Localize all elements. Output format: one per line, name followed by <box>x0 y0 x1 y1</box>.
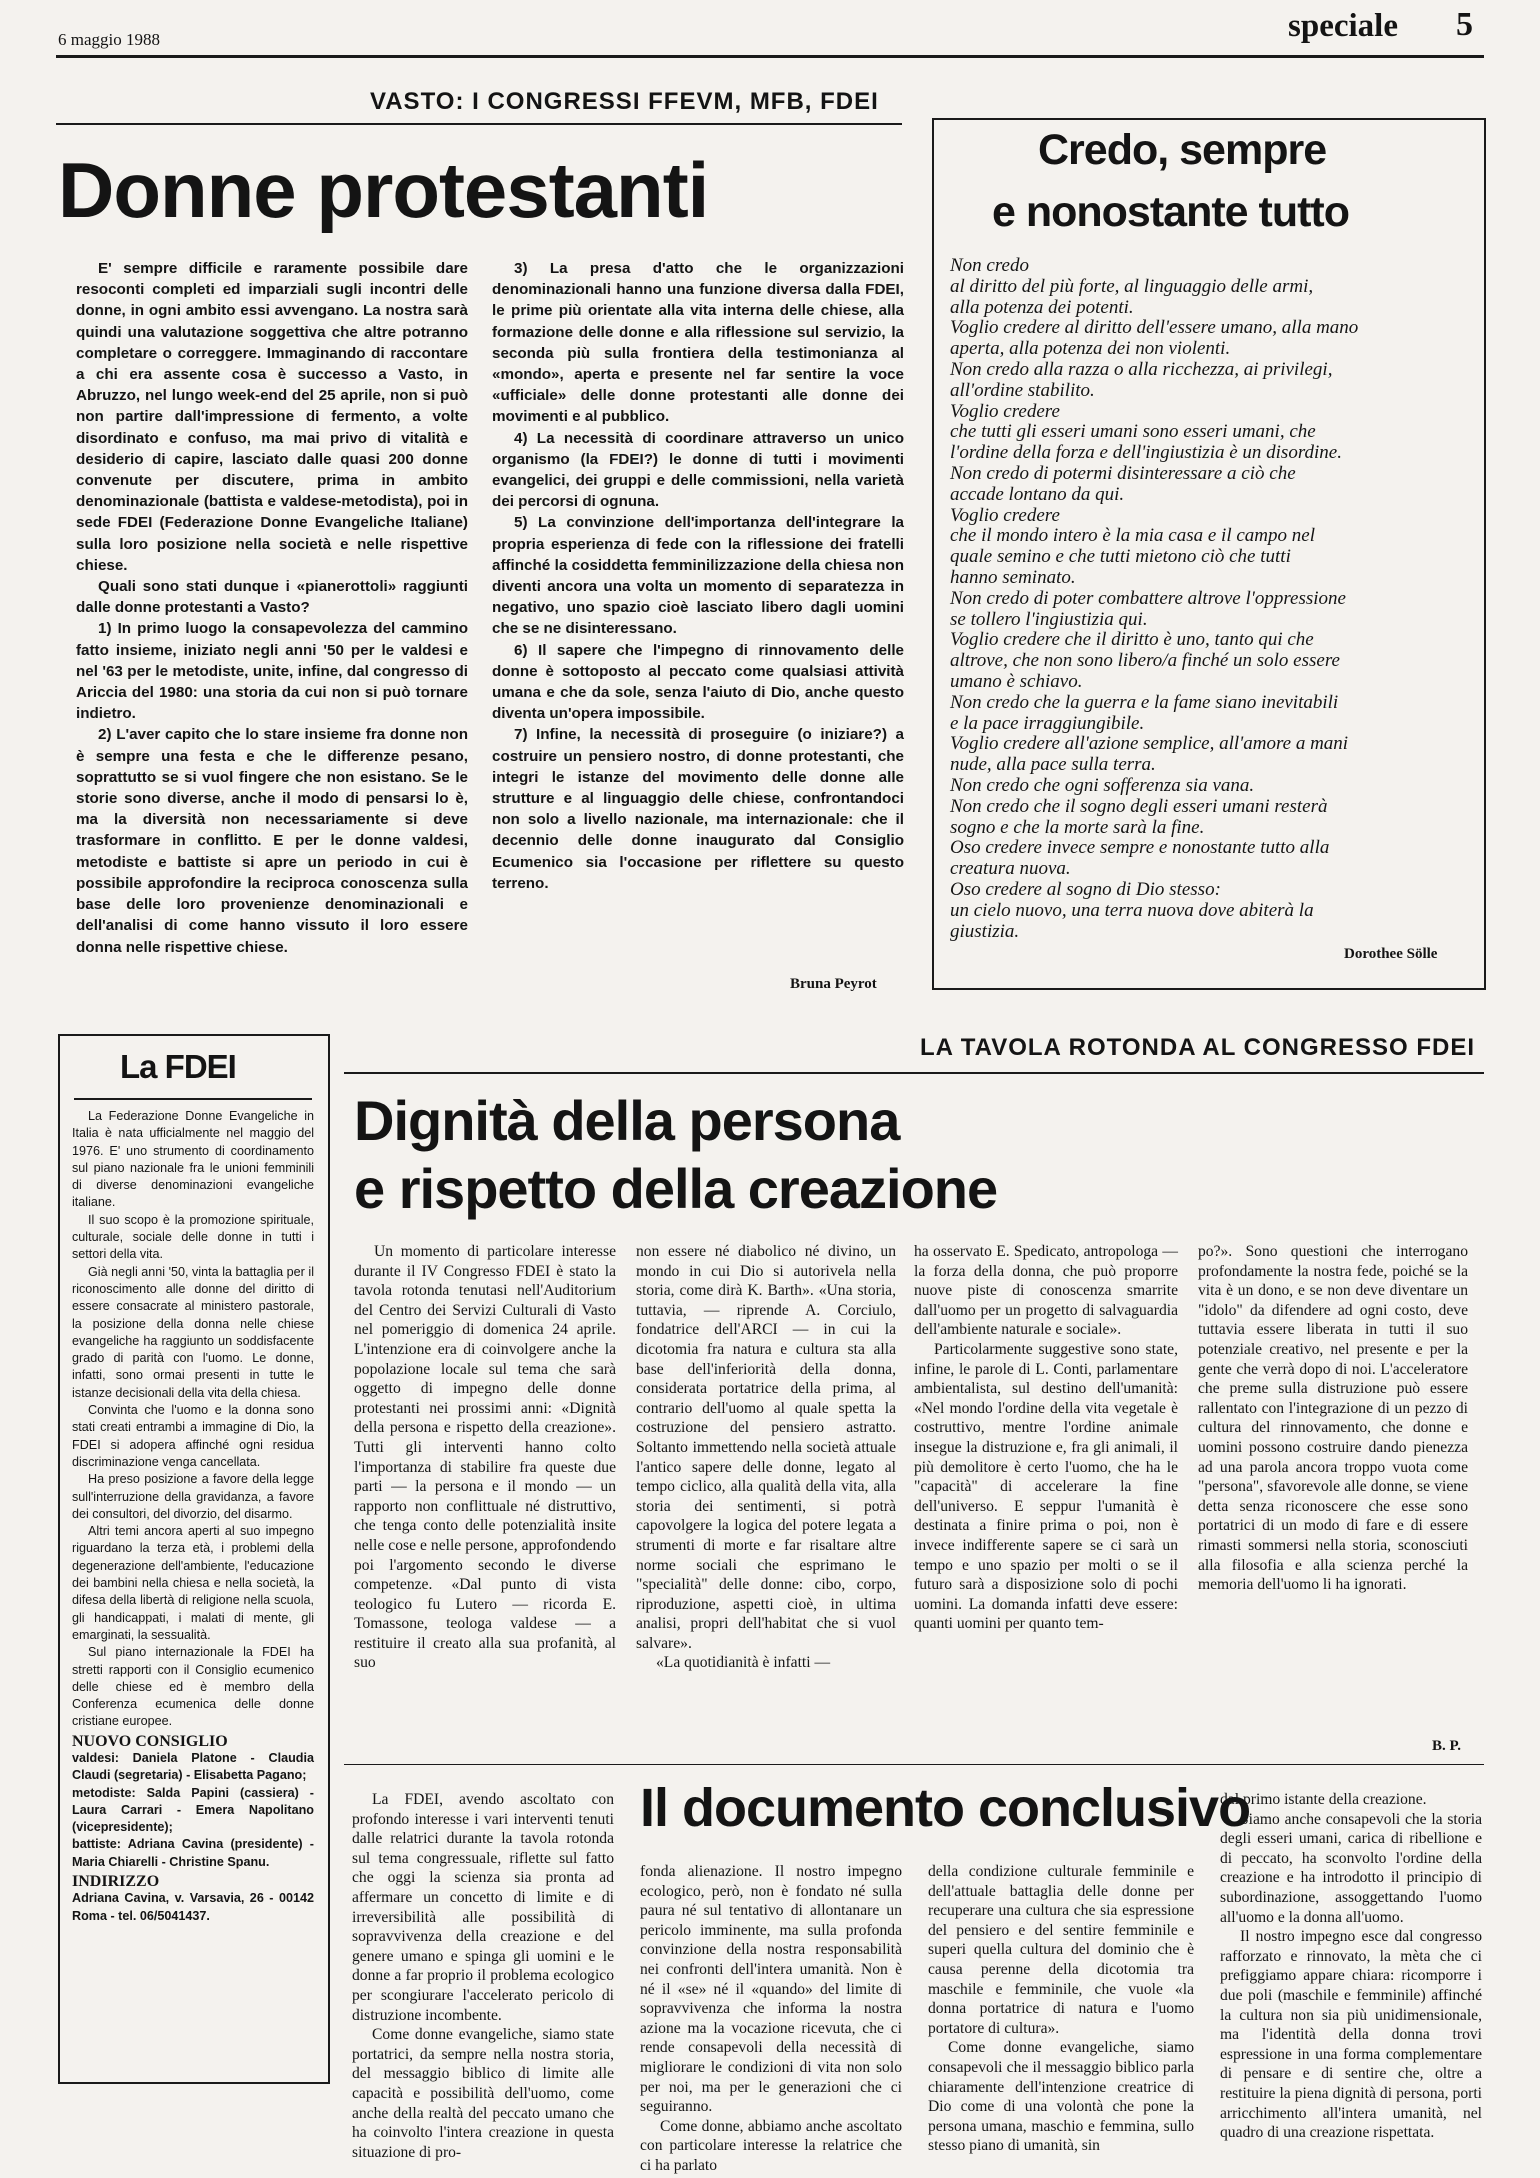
paragraph: La FDEI, avendo ascoltato con profondo interesse i vari interventi tenuti dalle relatrici durante la tavola rotonda sul tema congressuale, riflette sul fatto che oggi la scienza sia pronta ad affermare un concetto di limite e di irreversibilità alle possibilità di sopravvivenza della creazione e del genere umano e spinga gli uomini e le donne a far proprio il problema ecologico per scongiurare l'accelerato pericolo di distruzione incombente. <box>352 1791 614 2024</box>
top-article-author: Bruna Peyrot <box>790 976 877 992</box>
paragraph: Siamo anche consapevoli che la storia degli esseri umani, carica di ribellione e di peccato, ha sconvolto l'ordine della creazione e ha introdotto il principio di subordinazione, assoggettando l'uomo all'uomo e la donna all'uomo. <box>1220 1810 1482 1926</box>
sidebar-title-rule <box>74 1098 312 1100</box>
paragraph: 4) La necessità di coordinare attraverso un unico organismo (la FDEI?) le donne di tutti i movimenti evangelici, dei gruppi e delle commissioni, nella varietà dei percorsi di ognuna. <box>492 429 904 511</box>
paragraph: «La quotidianità è infatti — <box>656 1654 831 1672</box>
paragraph: Già negli anni '50, vinta la battaglia per il riconoscimento alle donne del diritto di essere consacrate al ministero pastorale, la posizione della donna nelle chiese evangeliche ha raggiunto un soddisfacente grado di parità con l'uomo. Le donne, infatti, sono ormai presenti in tutte le istanze decisionali della vita della chiesa. <box>72 1264 314 1400</box>
poem-line: Voglio credere all'azione semplice, all'amore a mani <box>950 733 1349 755</box>
masthead-rule <box>56 55 1484 58</box>
poem-line: che il mondo intero è la mia casa e il campo nel <box>950 525 1315 547</box>
sidebar-title: La FDEI <box>120 1048 236 1085</box>
poem-line: alla potenza dei potenti. <box>950 296 1134 318</box>
poem-line: giustizia. <box>950 920 1020 942</box>
poem-line: quale semino e che tutti mietono ciò che tutti <box>950 546 1291 568</box>
paragraph: Altri temi ancora aperti al suo impegno riguardano la terza età, i problemi della degenerazione dell'ambiente, l'educazione dei bambini nella chiesa e nella società, la difesa della libertà di religione nella scuola, gli handicappati, i malati di mente, gli emarginati, la sessualità. <box>72 1524 314 1642</box>
middle-article-title-line-2: e rispetto della creazione <box>354 1157 998 1220</box>
paragraph: La Federazione Donne Evangeliche in Italia è nata ufficialmente nel maggio del 1976. E' uno strumento di coordinamento sul piano nazionale fra le unioni femminili di diverse denominazioni evangeliche italiane. <box>72 1109 314 1210</box>
poem-line: accade lontano da qui. <box>950 483 1125 505</box>
middle-article-title-line-1: Dignità della persona <box>354 1089 900 1152</box>
poem-line: aperta, alla potenza dei non violenti. <box>950 338 1231 360</box>
paragraph: Come donne, abbiamo anche ascoltato con particolare interesse la relatrice che ci ha parlato <box>640 2117 902 2174</box>
poem-line: creatura nuova. <box>950 858 1071 880</box>
council-heading: NUOVO CONSIGLIO <box>72 1732 228 1750</box>
council-member-list: valdesi: Daniela Platone - Claudia Claudi (segretaria) - Elisabetta Pagano; <box>72 1750 314 1783</box>
paragraph: fonda alienazione. Il nostro impegno ecologico, però, non è fondato né sulla paura né sul tentativo di allontanare un pericolo imminente, ma sulla profonda convinzione della nostra responsabilità nei confronti dell'intera umanità. Non è né il «se» né il «quando» del limite di sopravvivenza che informa la nostra azione ma la vocazione ricevuta, che ci rende consapevoli della necessità di migliorare le condizioni di vita non solo per noi, ma per le generazioni che ci seguiranno. <box>640 1863 902 2116</box>
bottom-article-column-4 <box>1220 1790 1482 2143</box>
middle-kicker-rule <box>344 1072 1484 1074</box>
paragraph: Sul piano internazionale la FDEI ha stretti rapporti con il Consiglio ecumenico delle chiese ed è membro della Conferenza ecumenica delle donne cristiane europee. <box>72 1645 314 1729</box>
paragraph: Ha preso posizione a favore della legge sull'interruzione della gravidanza, a favore dei consultori, del divorzio, del disarmo. <box>72 1472 314 1521</box>
paragraph: ha osservato E. Spedicato, antropologa — la forza della donna, che può proporre nuove piste di conoscenza smarrite dall'uomo per un progetto di salvaguardia dell'ambiente naturale e sociale». <box>914 1243 1178 1339</box>
issue-date: 6 maggio 1988 <box>58 30 160 49</box>
bottom-article-title: Il documento conclusivo <box>640 1778 1251 1838</box>
poem-line: all'ordine stabilito. <box>950 379 1095 401</box>
bottom-article-column-2 <box>640 1862 902 2176</box>
paragraph: 2) L'aver capito che lo stare insieme fra donne non è sempre una festa e che le differenze pesano, soprattutto se si vuol fingere che non esistano. Se le storie sono diverse, anche il modo di pensarsi lo è, ma la diversità non necessariamente si deve trasformare in conflitto. E per le donne valdesi, metodiste e battiste si apre un periodo in cui è possibile approfondire la reciproca conoscenza sulla base delle loro provenienze denominazionali e dell'analisi di come hanno vissuto il loro essere donna nelle rispettive chiese. <box>76 726 468 956</box>
address-text: Adriana Cavina, v. Varsavia, 26 - 00142 Roma - tel. 06/5041437. <box>72 1891 314 1923</box>
address-heading: INDIRIZZO <box>72 1873 160 1891</box>
poem-line: Non credo di poter combattere altrove l'oppressione <box>950 587 1346 609</box>
paragraph: della condizione culturale femminile e dell'attuale battaglia delle donne per recuperare una cultura che sia espressione del pensiero e del sentire femminile e superi quella cultura del dominio che è causa perenne della dicotomia tra maschile e femminile, che vuole «la donna portatrice di natura e l'uomo portatore di cultura». <box>928 1863 1194 2037</box>
poem-line: Voglio credere <box>950 400 1060 422</box>
poem-line: Oso credere invece sempre e nonostante tutto alla <box>950 837 1330 859</box>
paragraph: 6) Il sapere che l'impegno di rinnovamento delle donne è sottoposto al peccato come qualsiasi attività umana e che da sole, senza l'aiuto di Dio, anche questo diventa un'opera impossibile. <box>492 641 904 723</box>
paragraph: 7) Infine, la necessità di proseguire (o iniziare?) a costruire un pensiero nostro, di donne protestanti, che integri le istanze del movimento delle donne alle strutture e al linguaggio delle chiese, confrontandoci non solo a livello nazionale, ma internazionale: che il decennio delle donne inaugurato dal Consiglio Ecumenico sia l'occasione per riflettere su questo terreno. <box>492 726 904 892</box>
middle-article-column-3 <box>914 1242 1178 1634</box>
kicker-rule <box>56 123 902 125</box>
poem-line: Voglio credere che il diritto è uno, tanto qui che <box>950 629 1314 651</box>
paragraph: po?». Sono questioni che interrogano profondamente la nostra fede, poiché se la vita è un dono, e se non deve diventare un "idolo" da difendere ad ogni costo, deve tuttavia essere liberata in tutti il suo potenziale creativo, nel presente e per la gente che verrà dopo di noi. L'acceleratore che preme sulla distruzione può essere rallentato con l'integrazione di un pezzo di cultura del rinnovamento, che donne e uomini possono costruire dando pienezza ad una parola ancora troppo vuota come "persona", sfavorevole alle donne, se viene detta senza riconoscere che esse sono portatrici di un modo di fare e di essere rimasti sommersi nella storia, sconosciuti alla filosofia e alla scienza perché la memoria dell'uomo li ha ignorati. <box>1198 1243 1468 1594</box>
middle-article-author: B. P. <box>1432 1738 1462 1754</box>
paragraph: Il nostro impegno esce dal congresso rafforzato e rinnovato, la mèta che ci prefiggiamo appare chiara: ricomporre i due poli (maschile e femminile) affinché la cultura non sia più unidimensionale, ma l'identità della donna trovi espressione in una forma complementare di pensare e di sentire che, oltre a restituire la piena dignità di persona, porti arricchimento all'intera umanità, nel quadro di una creazione rispettata. <box>1220 1928 1482 2142</box>
paragraph: Come donne evangeliche, siamo state portatrici, da sempre nella nostra storia, del messaggio biblico di limite alle capacità e possibilità dell'uomo, come anche della realtà del peccato umano che ha coinvolto l'intera creazione in questa situazione di pro- <box>352 2026 614 2161</box>
poem-line: l'ordine della forza e dell'ingiustizia è un disordine. <box>950 442 1342 464</box>
poem-line: altrove, che non sono libero/a finché un solo essere <box>950 650 1340 672</box>
top-article-kicker: VASTO: I CONGRESSI FFEVM, MFB, FDEI <box>370 88 879 115</box>
poem-line: Non credo alla razza o alla ricchezza, ai privilegi, <box>950 358 1333 380</box>
page-number: 5 <box>1456 6 1473 43</box>
paragraph: 5) La convinzione dell'importanza dell'integrare la propria esperienza di fede con la riflessione dei fratelli affinché la cosiddetta femminilizzazione della chiesa non diventi ancora una volta un momento di separatezza in negativo, uno spazio cioè lasciato libero dagli uomini che se ne disinteressano. <box>492 514 904 638</box>
poem-line: Non credo che il sogno degli esseri umani resterà <box>950 795 1328 817</box>
poem-line: che tutti gli esseri umani sono esseri umani, che <box>950 421 1316 443</box>
top-article-title: Donne protestanti <box>58 146 709 234</box>
poem-line: Non credo che la guerra e la fame siano inevitabili <box>950 691 1339 713</box>
section-name: speciale <box>1288 8 1398 44</box>
council-member-list: battiste: Adriana Cavina (presidente) - Maria Chiarelli - Christine Spanu. <box>72 1837 314 1869</box>
poem-title-line-2: e nonostante tutto <box>992 188 1350 236</box>
top-article-column-1 <box>76 258 468 958</box>
paragraph: dal primo istante della creazione. <box>1220 1791 1427 1808</box>
poem-line: Non credo di potermi disinteressare a ciò che <box>950 462 1296 484</box>
poem-line: Voglio credere al diritto dell'essere umano, alla mano <box>950 317 1359 339</box>
middle-article-column-1 <box>354 1242 616 1673</box>
poem-line: un cielo nuovo, una terra nuova dove abiterà la <box>950 899 1314 921</box>
section-divider <box>344 1764 1484 1765</box>
poem-line: Voglio credere <box>950 504 1060 526</box>
paragraph: 3) La presa d'atto che le organizzazioni denominazionali hanno una funzione diversa dalla FDEI, le prime più orientate alla vita interna delle chiese, alla formazione delle donne e alla riflessione sul servizio, la seconda più sulla frontiera della testimonianza al «mondo», aperta e presente nel far sentire la voce «ufficiale» delle donne protestanti alle donne dei movimenti e al pubblico. <box>492 260 904 426</box>
paragraph: Un momento di particolare interesse durante il IV Congresso FDEI è stato la tavola rotonda tenutasi nell'Auditorium del Centro dei Servizi Culturali di Vasto nel pomeriggio di domenica 24 aprile. L'intenzione era di coinvolgere anche la popolazione locale sul tema che sarà oggetto di impegno delle donne protestanti nei prossimi anni: «Dignità della persona e rispetto della creazione». Tutti gli interventi hanno colto l'importanza di stabilire fra queste due parti — la persona e il mondo — un rapporto non conflittuale né distruttivo, che tenga conto delle potenzialità insite nelle cose e nelle persone, approfondendo poi l'argomento secondo le diverse competenze. «Dal punto di vista teologico fu Lutero — ricorda E. Tomassone, teologa valdese — a restituire il creato alla sua profanità, al suo <box>354 1243 616 1672</box>
sidebar-text <box>72 1108 314 1925</box>
poem-line: hanno seminato. <box>950 566 1076 588</box>
poem-line: e la pace irraggiungibile. <box>950 712 1145 734</box>
poem-title-line-1: Credo, sempre <box>1038 126 1327 174</box>
poem-line: umano è schiavo. <box>950 670 1083 692</box>
council-member-list: metodiste: Salda Papini (cassiera) - Laura Carrari - Emera Napolitano (vicepresidente); <box>72 1785 314 1835</box>
paragraph: non essere né diabolico né divino, un mondo in cui Dio si autorivela nella storia, come dirà K. Barth». «Una storia, tuttavia, — riprende A. Corciulo, fondatrice dell'ARCI — in cui la dicotomia fra natura e cultura sta alla base dell'inferiorità della donna, considerata portatrice della prima, al contrario dell'uomo al quale spetta la costruzione del pensiero astratto. Soltanto immettendo nella società attuale l'antico sapere delle donne, legato al tempo ciclico, alla qualità della vita, alla storia dei sentimenti, si potrà capovolgere la logica del potere legata a strumenti di morte e far risaltare altre norme sociali che esprimano le "specialità" delle donne: cibo, corpo, riproduzione, aspetti cioè, in ultima analisi, propri dell'habitat che si vuol salvare». <box>636 1243 896 1652</box>
poem-line: Non credo <box>950 255 1029 276</box>
poem-line: Non credo che ogni sofferenza sia vana. <box>950 774 1255 796</box>
poem-line: nude, alla pace sulla terra. <box>950 754 1156 776</box>
bottom-article-column-1 <box>352 1790 614 2162</box>
paragraph: Particolarmente suggestive sono state, infine, le parole di L. Conti, parlamentare ambientalista, sul destino dell'umanità: «Nel mondo l'ordine della vita vegetale è costruttivo, mentre l'ordine animale insegue la distruzione e, fra gli animali, il più demolitore è certo l'uomo, che ha le "capacità" di accelerare la fine dell'universo. E seppur l'umanità è destinata a finire prima o poi, non è invece indifferente sapere se ci sarà un tempo e uno spazio per molti o se il futuro sarà a disposizione solo di pochi uomini. La domanda infatti deve essere: quanti uomini per quanto tem- <box>914 1340 1178 1633</box>
poem-line: al diritto del più forte, al linguaggio delle armi, <box>950 275 1314 297</box>
poem-line: sogno e che la morte sarà la fine. <box>950 816 1205 838</box>
poem-line: Oso credere al sogno di Dio stesso: <box>950 878 1221 900</box>
bottom-article-column-3 <box>928 1862 1194 2156</box>
middle-article-column-2 <box>636 1242 896 1673</box>
paragraph: E' sempre difficile e raramente possibile dare resoconti completi ed imparziali sugli incontri delle donne, in ogni ambito essi avvengano. La nostra sarà quindi una valutazione soggettiva che altre potranno completare o correggere. Immaginando di raccontare a chi era assente cosa è successo a Vasto, in Abruzzo, nel lungo week-end del 25 aprile, non si può non partire dall'impressione di fermento, a volte disordinato e confuso, ma mai privo di vitalità e desiderio di capire, lasciato dalle quasi 200 donne convenute per discutere, prima in ambito denominazionale (battista e valdese-metodista), poi in sede FDEI (Federazione Donne Evangeliche Italiane) sulla loro posizione nella società e nelle rispettive chiese. <box>76 260 468 574</box>
paragraph: Quali sono stati dunque i «pianerottoli» raggiunti dalle donne protestanti a Vasto? <box>76 578 468 617</box>
middle-article-column-4 <box>1198 1242 1468 1595</box>
paragraph: Convinta che l'uomo e la donna sono stati creati entrambi a immagine di Dio, la FDEI si adopera affinché ogni residua discriminazione venga cancellata. <box>72 1403 314 1469</box>
paragraph: Il suo scopo è la promozione spirituale, culturale, sociale delle donne in tutti i settori della vita. <box>72 1212 314 1262</box>
poem-author: Dorothee Sölle <box>1344 946 1438 962</box>
paragraph: 1) In primo luogo la consapevolezza del cammino fatto insieme, iniziato negli anni '50 per le valdesi e nel '63 per le metodiste, unite, infine, dal congresso di Ariccia del 1980: una storia da cui non si può tornare indietro. <box>76 620 468 723</box>
middle-article-kicker: LA TAVOLA ROTONDA AL CONGRESSO FDEI <box>920 1034 1476 1061</box>
poem-line: se tollero l'ingiustizia qui. <box>950 608 1148 630</box>
poem-text <box>950 256 1470 942</box>
paragraph: Come donne evangeliche, siamo consapevoli che il messaggio biblico parla chiaramente dell'intenzione creatrice di Dio come di una volontà che pone la persona umana, maschio e femmina, sullo stesso piano di umanità, sin <box>928 2039 1194 2155</box>
top-article-column-2 <box>492 258 904 894</box>
